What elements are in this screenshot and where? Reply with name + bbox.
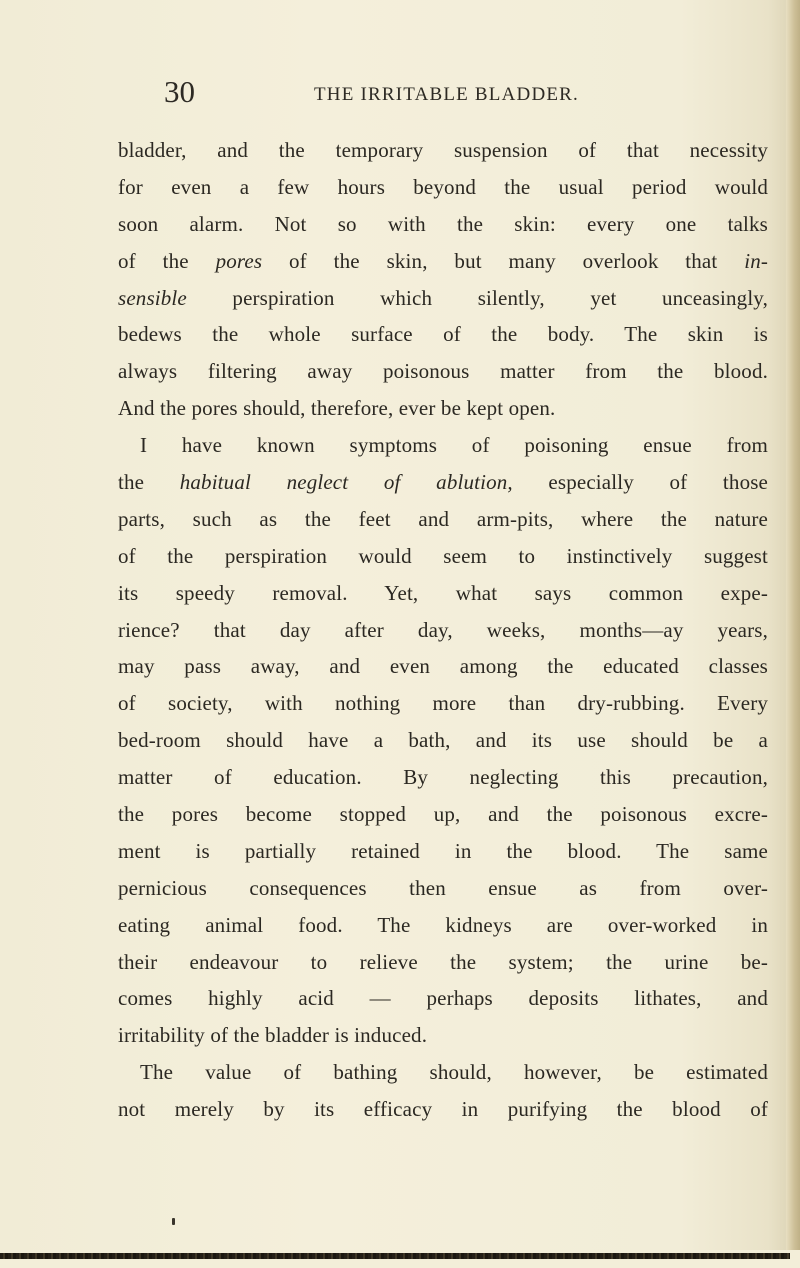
text-line: parts, such as the feet and arm-pits, where the nature — [118, 506, 768, 531]
page-edge-shadow — [786, 0, 800, 1268]
running-title: THE IRRITABLE BLADDER. — [314, 84, 579, 105]
text-line: comes highly acid — perhaps deposits lithates, and — [118, 986, 768, 1011]
scan-edge-band — [0, 1253, 790, 1259]
text-line: the pores become stopped up, and the poisonous excre- — [118, 802, 768, 827]
body-text — [118, 132, 768, 1128]
text-line: for even a few hours beyond the usual period would — [118, 174, 768, 199]
italic-text: habitual neglect of ablution, — [179, 470, 513, 495]
text-line: may pass away, and even among the educated classes — [118, 654, 768, 679]
text-line: eating animal food. The kidneys are over-worked in — [118, 912, 768, 937]
text-line: rience? that day after day, weeks, months—ay years, — [118, 617, 768, 642]
text-line: matter of education. By neglecting this precaution, — [118, 765, 768, 790]
italic-text: sensible — [118, 285, 187, 310]
text-line: its speedy removal. Yet, what says common expe- — [118, 580, 768, 605]
text-line: pernicious consequences then ensue as from over- — [118, 875, 768, 900]
text-line: of the pores of the skin, but many overlook that in- — [118, 248, 768, 273]
text-line: always filtering away poisonous matter from the blood. — [118, 359, 768, 384]
page-number: 30 — [164, 74, 195, 109]
text-line: soon alarm. Not so with the skin: every one talks — [118, 211, 768, 236]
text-line: sensible perspiration which silently, yet unceasingly, — [118, 285, 768, 310]
text-line: the habitual neglect of ablution, especially of those — [118, 470, 769, 495]
text-line: bedews the whole surface of the body. The skin is — [118, 322, 768, 347]
text-line: I have known symptoms of poisoning ensue from — [140, 433, 768, 458]
text-line: bladder, and the temporary suspension of that necessity — [118, 138, 768, 162]
text-line: of the perspiration would seem to instinctively suggest — [118, 543, 768, 568]
text-line: their endeavour to relieve the system; the urine be- — [118, 949, 768, 974]
italic-text: pores — [215, 248, 263, 273]
text-line: bed-room should have a bath, and its use should be a — [118, 728, 768, 753]
text-line: irritability of the bladder is induced. — [118, 1023, 428, 1048]
text-line: not merely by its efficacy in purifying the blood of — [118, 1097, 768, 1122]
text-line: The value of bathing should, however, be estimated — [140, 1060, 768, 1085]
text-line: And the pores should, therefore, ever be kept open. — [118, 396, 556, 421]
ink-speck — [172, 1218, 175, 1225]
text-line: of society, with nothing more than dry-rubbing. Every — [118, 691, 768, 716]
page-header — [164, 74, 724, 114]
text-line: ment is partially retained in the blood. The same — [118, 838, 768, 863]
italic-text: in- — [744, 248, 768, 273]
